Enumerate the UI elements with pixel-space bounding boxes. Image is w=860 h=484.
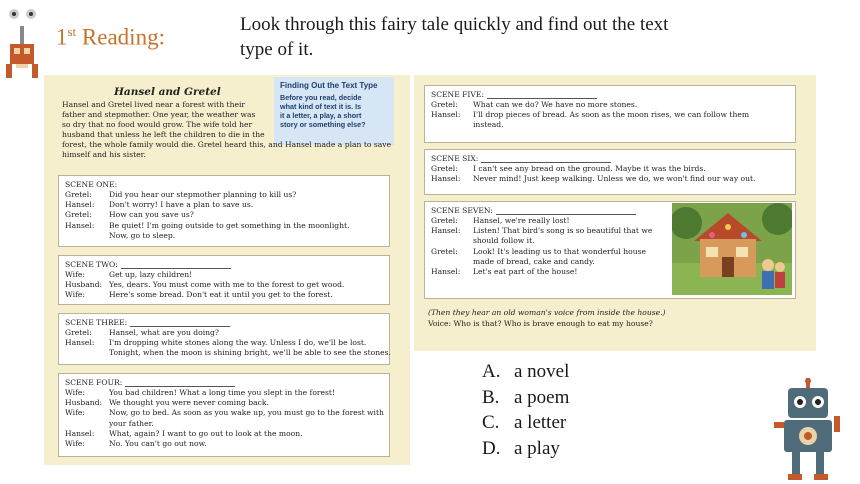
instruction-text: Look through this fairy tale quickly and find out the text type of it. [240, 14, 669, 60]
scene-six [424, 149, 796, 195]
scene-three [58, 313, 390, 365]
option-a[interactable]: A. a novel [482, 361, 570, 382]
story-title: Hansel and Gretel [114, 86, 221, 98]
answer-options [482, 359, 569, 461]
book-page-left [44, 75, 410, 465]
story-intro: Hansel and Gretel lived near a forest with their father and stepmother. One year, the weather was so dry that no food would grow. The wife told her husband that unless he left the children to die in the forest, the whole family would die. Gretel heard this, and Hansel made a plan to save himself and his sister. [62, 100, 392, 159]
stage-direction-text: (Then they hear an old woman's voice from inside the house.) [428, 308, 666, 317]
scene-four [58, 373, 390, 457]
option-c[interactable]: C. a letter [482, 412, 567, 433]
scene-heading: SCENE FIVE: [431, 90, 485, 99]
dialogue: Gretel: Did you hear our stepmother planning to kill us? Hansel: Don't worry! I have a plan to save us. Gretel: How can you save us? Hansel: Be quiet! I'm going outside to get something in the moonlight. Now, go to sleep. [65, 190, 350, 240]
scene-heading: SCENE SIX: [431, 154, 479, 163]
scene-one [58, 175, 390, 247]
dialogue: Wife: Get up, lazy children! Husband: Yes, dears. You must come with me to the forest to get wood. Wife: Here's some bread. Don't eat it until you get to the forest. [65, 270, 345, 300]
scene-heading: SCENE ONE: [65, 180, 118, 189]
option-b[interactable]: B. a poem [482, 386, 570, 408]
reading-title: 1st Reading: [56, 24, 165, 50]
robot-icon [2, 4, 42, 82]
scene-heading: SCENE FOUR: [65, 378, 123, 387]
gingerbread-house-illustration [672, 203, 792, 295]
book-page-right [414, 75, 816, 351]
scene-heading: SCENE SEVEN: [431, 206, 493, 215]
dialogue: Gretel: What can we do? We have no more stones. Hansel: I'll drop pieces of bread. As soon as the moon rises, we can follow them instead. [431, 100, 750, 130]
robot-icon [772, 378, 846, 482]
sidebar-text: Before you read, decide what kind of text it is. Is it a letter, a play, a short story or something else? [280, 93, 366, 129]
dialogue: Gretel: I can't see any bread on the ground. Maybe it was the birds. Hansel: Never mind! Just keep walking. Unless we do, we won't find our way out. [431, 164, 756, 184]
scene-five [424, 85, 796, 143]
option-d[interactable]: D. a play [482, 437, 560, 459]
dialogue: Gretel: Hansel, what are you doing? Hansel: I'm dropping white stones along the way. Unless I do, we'll be lost. Tonight, when the moon is shining bright, we'll be able to see the stones. [65, 328, 391, 358]
dialogue: Gretel: Hansel, we're really lost! Hansel: Listen! That bird's song is so beautiful that we should follow it. Gretel: Look! It's leading us to that wonderful house made of bread, cake and candy. Hansel: Let's eat part of the house! [431, 216, 653, 277]
scene-two [58, 255, 390, 305]
scene-heading: SCENE TWO: [65, 260, 118, 269]
stage-direction [428, 307, 808, 329]
dialogue: Wife: You bad children! What a long time you slept in the forest! Husband: We thought you were never coming back. Wife: Now, go to bed. As soon as you wake up, you must go to the forest with your father. Hansel: What, again? I want to go out to look at the moon. Wife: No. You can't go out now. [65, 388, 384, 449]
scene-heading: SCENE THREE: [65, 318, 128, 327]
sidebar-heading: Finding Out the Text Type [280, 81, 378, 90]
voice-line: Voice: Who is that? Who is brave enough to eat my house? [428, 319, 653, 328]
